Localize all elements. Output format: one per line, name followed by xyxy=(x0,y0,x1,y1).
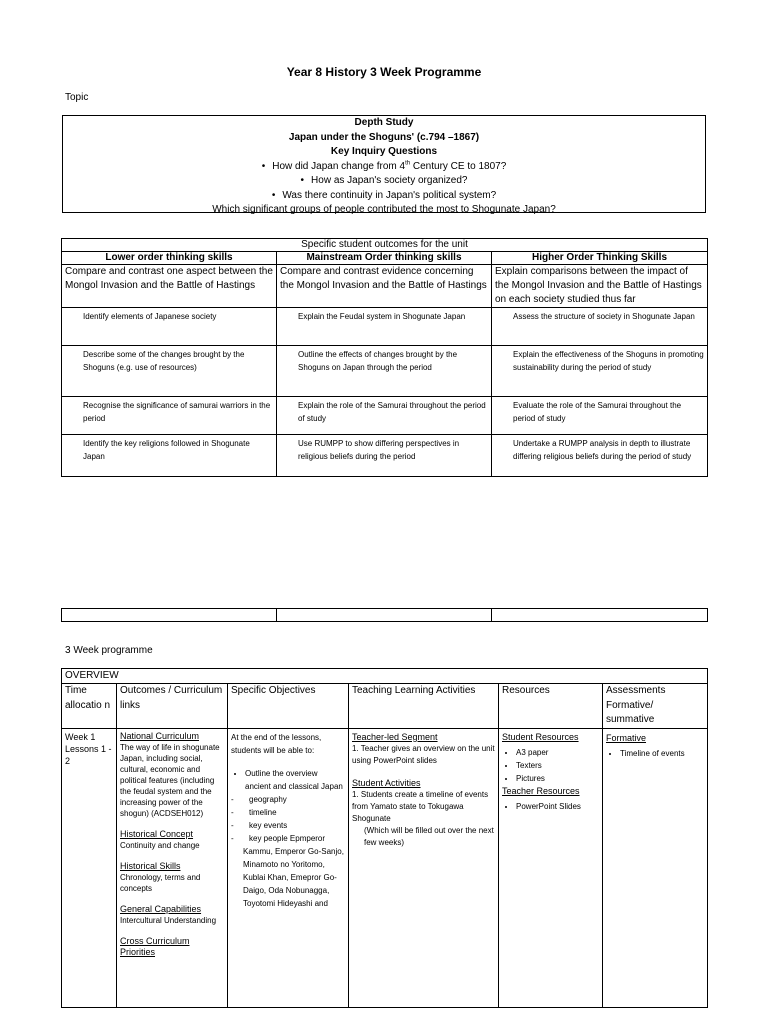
national-curriculum-text: The way of life in shogunate Japan, including social, cultural, economic and political features (including the feudal system and the increasing power of the shogun) (ACDSEH012) xyxy=(120,742,220,818)
outcome-cell: Identify the key religions followed in Shogunate Japan xyxy=(62,435,277,477)
document-title: Year 8 History 3 Week Programme xyxy=(286,65,482,79)
programme-table xyxy=(61,668,708,1008)
teacher-led-label: Teacher-led Segment xyxy=(352,731,438,742)
depth-study-box xyxy=(62,115,706,213)
outcome-cell: Explain the Feudal system in Shogunate Japan xyxy=(277,308,492,346)
objective-item: - key people Epmperor Kammu, Emperor Go-Sanjo, Minamoto no Yoritomo, Kublai Khan, Emepror Go-Daigo, Oda Nobunagga, Toyotomi Hideyashi and xyxy=(243,832,345,910)
teacher-resources-list xyxy=(502,800,599,813)
header-assessments: Assessments Formative/ summative xyxy=(603,684,708,729)
activities-cell xyxy=(349,728,499,1007)
student-resources-list xyxy=(502,746,599,785)
outcome-cell: Undertake a RUMPP analysis in depth to illustrate differing religious beliefs during the period of study xyxy=(492,435,708,477)
objectives-bullet: • Outline the overview ancient and classical Japan xyxy=(245,767,345,793)
header-outcomes: Outcomes / Curriculum links xyxy=(117,684,228,729)
empty-table-row xyxy=(61,608,708,622)
objective-item: - timeline xyxy=(243,806,345,819)
outcome-cell: Explain the effectiveness of the Shoguns in promoting sustainability during the period of study xyxy=(492,346,708,397)
outcome-cell: Explain the role of the Samurai throughout the period of study xyxy=(277,397,492,435)
key-inquiry-heading: Key Inquiry Questions xyxy=(330,146,438,157)
general-capabilities-text: Intercultural Understanding xyxy=(120,915,217,925)
header-objectives: Specific Objectives xyxy=(228,684,349,729)
historical-skills-label: Historical Skills xyxy=(120,860,181,871)
outcomes-links-cell xyxy=(117,728,228,1007)
empty-cell xyxy=(492,609,708,622)
historical-concept-text: Continuity and change xyxy=(120,840,200,850)
objectives-list xyxy=(231,767,345,793)
teacher-led-text: 1. Teacher gives an overview on the unit using PowerPoint slides xyxy=(352,743,495,765)
national-curriculum-label: National Curriculum xyxy=(120,730,200,741)
assessment-cell xyxy=(603,728,708,1007)
inquiry-question-4: Which significant groups of people contributed the most to Shogunate Japan? xyxy=(212,204,556,215)
header-resources: Resources xyxy=(499,684,603,729)
week-cell: Week 1 Lessons 1 - 2 xyxy=(62,728,117,1007)
student-resources-label: Student Resources xyxy=(502,731,579,742)
resource-item: • Texters xyxy=(516,759,599,772)
outcome-cell: Outline the effects of changes brought by the Shoguns on Japan through the period xyxy=(277,346,492,397)
outcomes-caption: Specific student outcomes for the unit xyxy=(62,239,708,252)
compare-mainstream: Compare and contrast evidence concerning the Mongol Invasion and the Battle of Hastings xyxy=(277,265,492,308)
compare-higher: Explain comparisons between the impact of the Mongol Invasion and the Battle of Hastings on each society studied thus far xyxy=(492,265,708,308)
header-mainstream-order: Mainstream Order thinking skills xyxy=(277,252,492,265)
outcome-cell: Describe some of the changes brought by the Shoguns (e.g. use of resources) xyxy=(62,346,277,397)
inquiry-question-3: • Was there continuity in Japan's political system? xyxy=(63,189,705,204)
assessment-item: • Timeline of events xyxy=(620,747,704,761)
header-activities: Teaching Learning Activities xyxy=(349,684,499,729)
header-lower-order: Lower order thinking skills xyxy=(62,252,277,265)
inquiry-questions xyxy=(63,160,705,204)
student-activity: 1. Students create a timeline of events from Yamato state to Tokugawa Shogunate xyxy=(352,789,489,823)
depth-study-subject: Japan under the Shoguns' (c.794 –1867) xyxy=(288,131,480,143)
resource-item: • A3 paper xyxy=(516,746,599,759)
outcome-cell: Use RUMPP to show differing perspectives in religious beliefs during the period xyxy=(277,435,492,477)
assessment-list xyxy=(606,747,704,761)
objectives-cell xyxy=(228,728,349,1007)
header-time: Time allocatio n xyxy=(62,684,117,729)
resource-item: • PowerPoint Slides xyxy=(516,800,599,813)
outcome-cell: Evaluate the role of the Samurai throughout the period of study xyxy=(492,397,708,435)
student-activity-note: (Which will be filled out over the next few weeks) xyxy=(364,825,494,847)
objectives-sublist xyxy=(231,793,345,910)
general-capabilities-label: General Capabilities xyxy=(120,903,202,914)
outcome-cell: Identify elements of Japanese society xyxy=(62,308,277,346)
header-higher-order: Higher Order Thinking Skills xyxy=(492,252,708,265)
student-activities-label: Student Activities xyxy=(352,777,421,788)
resources-cell xyxy=(499,728,603,1007)
formative-label: Formative xyxy=(606,732,647,743)
outcome-cell: Recognise the significance of samurai warriors in the period xyxy=(62,397,277,435)
empty-cell xyxy=(277,609,492,622)
compare-lower: Compare and contrast one aspect between the Mongol Invasion and the Battle of Hastings xyxy=(62,265,277,308)
inquiry-question-1: • How did Japan change from 4th Century CE to 1807? xyxy=(63,160,705,175)
historical-concept-label: Historical Concept xyxy=(120,828,194,839)
empty-cell xyxy=(62,609,277,622)
teacher-resources-label: Teacher Resources xyxy=(502,785,580,796)
outcome-cell: Assess the structure of society in Shogunate Japan xyxy=(492,308,708,346)
historical-skills-text: Chronology, terms and concepts xyxy=(120,872,201,893)
objectives-intro: At the end of the lessons, students will be able to: xyxy=(231,732,322,755)
objective-item: - key events xyxy=(243,819,345,832)
overview-label: OVERVIEW xyxy=(62,669,708,684)
outcomes-table xyxy=(61,238,708,477)
topic-label: Topic xyxy=(65,92,89,103)
objective-item: - geography xyxy=(243,793,345,806)
depth-study-heading: Depth Study xyxy=(354,117,414,128)
inquiry-question-2: • How as Japan's society organized? xyxy=(63,174,705,189)
cross-curriculum-label: Cross Curriculum Priorities xyxy=(120,935,190,957)
programme-label: 3 Week programme xyxy=(65,645,153,656)
resource-item: • Pictures xyxy=(516,772,599,785)
